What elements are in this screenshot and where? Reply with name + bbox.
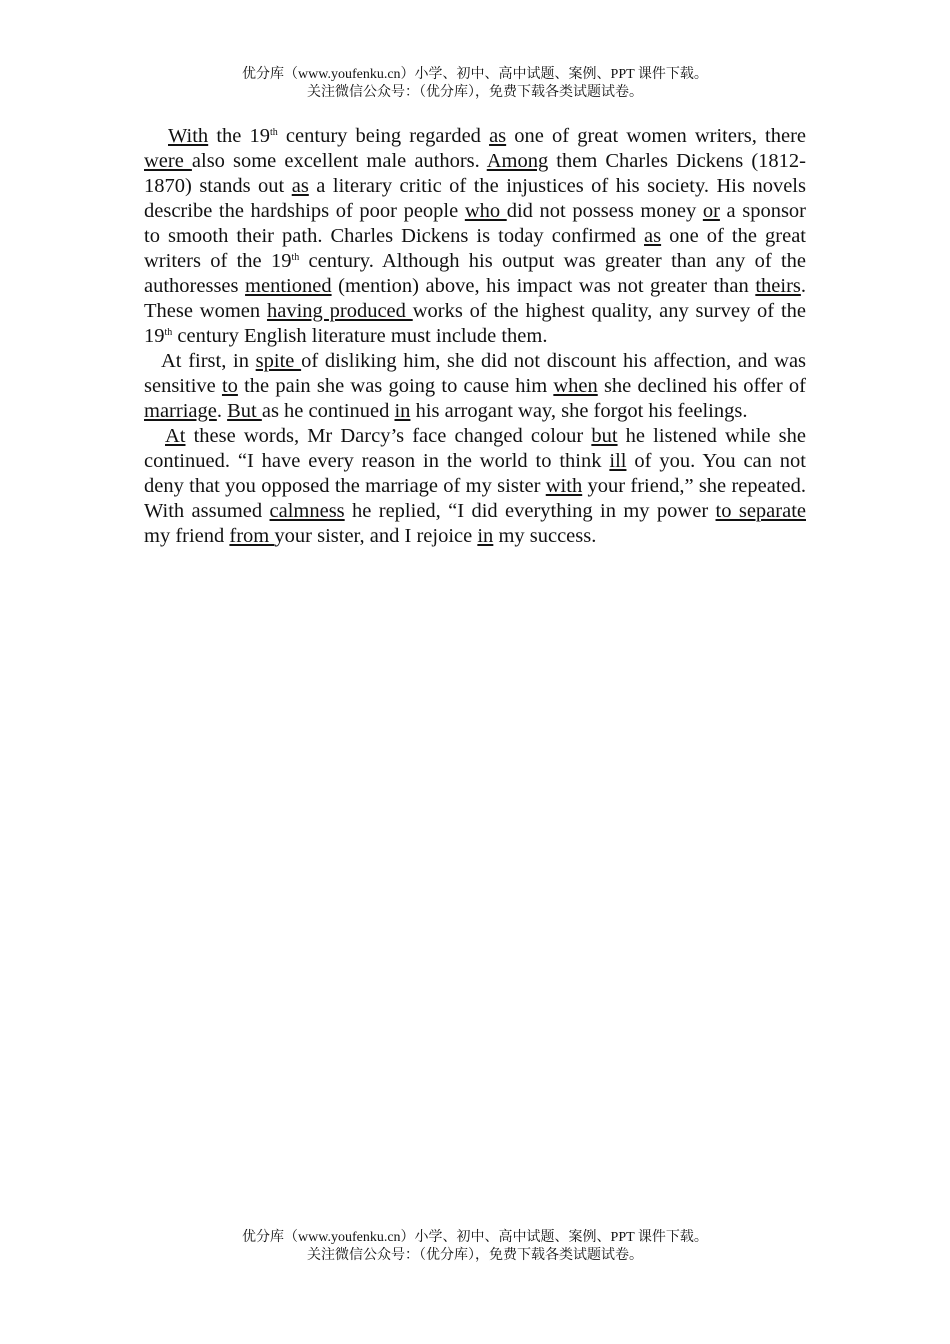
ordinal-suffix: th bbox=[164, 327, 173, 338]
text-run: one of great women writers, there bbox=[506, 125, 806, 147]
underlined-answer: calmness bbox=[269, 500, 345, 522]
ordinal-suffix: th bbox=[291, 252, 300, 263]
underlined-answer: were bbox=[144, 150, 192, 172]
underlined-answer: with bbox=[545, 475, 583, 497]
text-run: century. Although his output was greater than any of the authoresses bbox=[144, 250, 806, 297]
footer-line-2: 关注微信公众号：（优分库），免费下载各类试题试卷。 bbox=[307, 1248, 643, 1263]
text-run: (mention) above, his impact was not greater than bbox=[331, 275, 756, 297]
text-run: these words, Mr Darcy’s face changed colour bbox=[185, 425, 592, 447]
text-run: my success. bbox=[493, 525, 597, 547]
paragraph-3 bbox=[144, 424, 806, 549]
text-run: he replied, “I did everything in my power bbox=[344, 500, 716, 522]
underlined-answer: to bbox=[221, 375, 238, 397]
text-run: one of the great writers of the 19 bbox=[144, 225, 806, 272]
text-run: my friend bbox=[144, 525, 230, 547]
underlined-answer: mentioned bbox=[245, 275, 332, 297]
footer-line-1: 优分库（www.youfenku.cn）小学、初中、高中试题、案例、PPT 课件下载。 bbox=[242, 1230, 708, 1245]
text-run: a sponsor to smooth their path. Charles Dickens is today confirmed bbox=[144, 200, 807, 247]
underlined-answer: But bbox=[227, 400, 262, 422]
underlined-answer: At bbox=[165, 425, 186, 447]
text-run: century being regarded bbox=[277, 125, 490, 147]
text-run: as he continued bbox=[261, 400, 395, 422]
underlined-answer: but bbox=[591, 425, 618, 447]
underlined-answer: as bbox=[291, 175, 309, 197]
underlined-answer: theirs bbox=[755, 275, 801, 297]
header-line-2: 关注微信公众号：（优分库），免费下载各类试题试卷。 bbox=[307, 85, 643, 100]
underlined-answer: or bbox=[702, 200, 720, 222]
text-run: of disliking him, she did not discount his affection, and was sensitive bbox=[144, 350, 807, 397]
text-run: your friend,” she repeated. With assumed bbox=[144, 475, 806, 522]
underlined-answer: to separate bbox=[715, 500, 806, 522]
page-footer bbox=[0, 1229, 950, 1265]
ordinal-suffix: th bbox=[270, 127, 278, 138]
underlined-answer: as bbox=[489, 125, 507, 147]
underlined-answer: in bbox=[477, 525, 494, 547]
document-body bbox=[144, 124, 806, 549]
underlined-answer: who bbox=[464, 200, 507, 222]
text-run: he listened while she continued. “I have every reason in the world to think bbox=[144, 425, 806, 472]
underlined-answer: as bbox=[644, 225, 662, 247]
paragraph-1 bbox=[144, 124, 806, 349]
text-run: she declined his offer of bbox=[597, 375, 806, 397]
text-run: of you. You can not deny that you opposed the marriage of my sister bbox=[144, 450, 806, 497]
underlined-answer: from bbox=[229, 525, 275, 547]
paragraph-2 bbox=[144, 349, 806, 424]
text-run: his arrogant way, she forgot his feelings. bbox=[410, 400, 748, 422]
text-run: century English literature must include them. bbox=[172, 325, 548, 347]
text-run: also some excellent male authors. bbox=[191, 150, 487, 172]
underlined-answer: having produced bbox=[266, 300, 413, 322]
header-line-1: 优分库（www.youfenku.cn）小学、初中、高中试题、案例、PPT 课件下载。 bbox=[242, 67, 708, 82]
text-run: a literary critic of the injustices of his society. His novels describe the hardships of poor people bbox=[144, 175, 806, 222]
underlined-answer: spite bbox=[255, 350, 302, 372]
underlined-answer: ill bbox=[609, 450, 627, 472]
text-run: . These women bbox=[144, 275, 806, 322]
underlined-answer: With bbox=[168, 125, 209, 147]
text-run: your sister, and I rejoice bbox=[274, 525, 478, 547]
text-run: the 19 bbox=[208, 125, 270, 147]
underlined-answer: marriage bbox=[144, 400, 217, 422]
page-header bbox=[0, 66, 950, 102]
underlined-answer: when bbox=[553, 375, 598, 397]
text-run: did not possess money bbox=[506, 200, 703, 222]
underlined-answer: Among bbox=[486, 150, 549, 172]
text-run: . bbox=[216, 400, 228, 422]
text-run: At first, in bbox=[161, 350, 256, 372]
text-run: them Charles Dickens (1812-1870) stands out bbox=[144, 150, 806, 197]
text-run: works of the highest quality, any survey of the 19 bbox=[144, 300, 806, 347]
underlined-answer: in bbox=[394, 400, 411, 422]
text-run: the pain she was going to cause him bbox=[237, 375, 554, 397]
